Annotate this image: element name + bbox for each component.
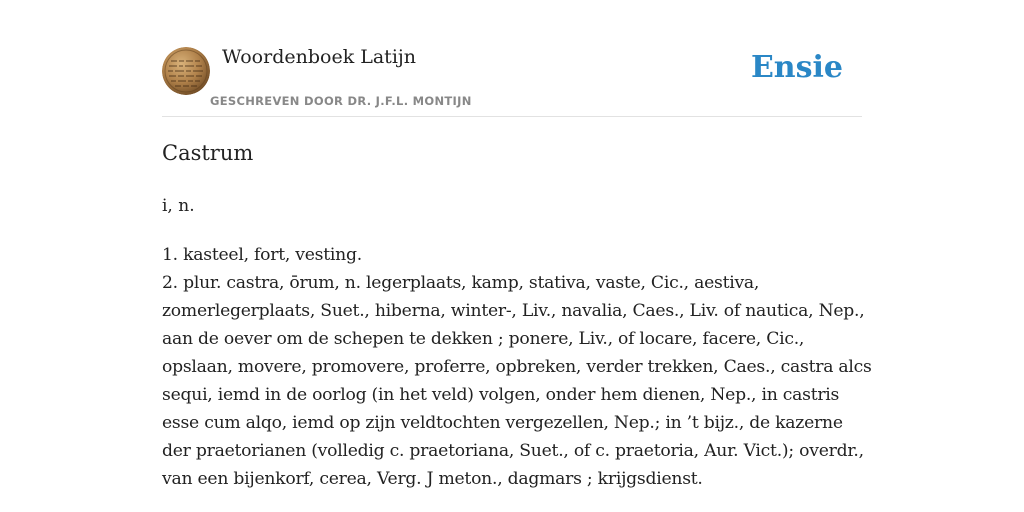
entry-definition	[162, 241, 872, 493]
definition-line: sequi, iemd in de oorlog (in het veld) volgen, onder hem dienen, Nep., in castris	[162, 385, 840, 405]
definition-line: opslaan, movere, promovere, proferre, opbreken, verder trekken, Caes., castra alcs	[162, 357, 872, 377]
dictionary-header	[162, 0, 862, 117]
dictionary-title[interactable]: Woordenboek Latijn	[222, 46, 417, 68]
dictionary-avatar[interactable]	[162, 47, 210, 95]
ensie-logo[interactable]: Ensie	[750, 50, 843, 85]
definition-line: van een bijenkorf, cerea, Verg. J meton., dagmars ; krijgsdienst.	[162, 469, 703, 489]
page	[162, 0, 872, 512]
definition-line: 2. plur. castra, ōrum, n. legerplaats, kamp, stativa, vaste, Cic., aestiva,	[162, 273, 760, 293]
definition-line: zomerlegerplaats, Suet., hiberna, winter-, Liv., navalia, Caes., Liv. of nautica, Nep.,	[162, 301, 865, 321]
definition-line: aan de oever om de schepen te dekken ; ponere, Liv., of locare, facere, Cic.,	[162, 329, 805, 349]
author-credit: GESCHREVEN DOOR DR. J.F.L. MONTIJN	[210, 94, 472, 108]
entry-grammar: i, n.	[162, 196, 195, 216]
definition-line: esse cum alqo, iemd op zijn veldtochten vergezellen, Nep.; in ’t bijz., de kazerne	[162, 413, 843, 433]
definition-line: der praetorianen (volledig c. praetoriana, Suet., of c. praetoria, Aur. Vict.); overdr.,	[162, 441, 864, 461]
definition-line: 1. kasteel, fort, vesting.	[162, 245, 362, 265]
entry-title: Castrum	[162, 141, 254, 165]
coin-inscription-icon	[162, 47, 210, 95]
